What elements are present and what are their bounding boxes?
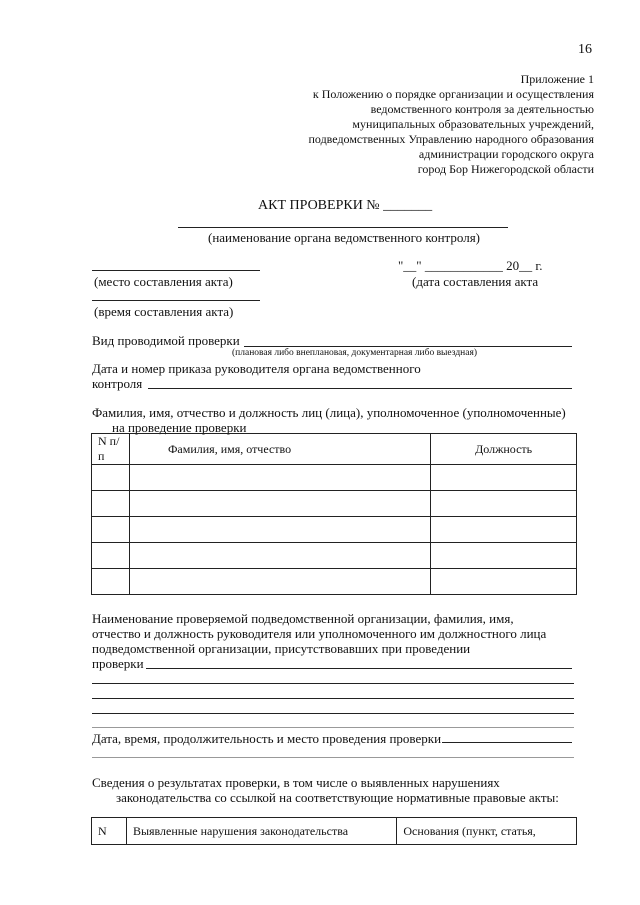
- document-title: АКТ ПРОВЕРКИ № _______: [258, 198, 433, 213]
- check-type-caption: (плановая либо внеплановая, документарная либо выездная): [232, 348, 478, 358]
- table-cell[interactable]: [92, 465, 130, 491]
- authorized-line: на проведение проверки: [112, 420, 247, 435]
- table-row: [92, 517, 577, 543]
- table-cell[interactable]: [129, 543, 430, 569]
- header-cell: Фамилия, имя, отчество: [129, 434, 430, 465]
- place-line: [92, 270, 260, 271]
- table-row: [92, 569, 577, 595]
- fill-line: [92, 683, 574, 684]
- table-cell[interactable]: [129, 491, 430, 517]
- table-cell[interactable]: [92, 491, 130, 517]
- table-cell[interactable]: [431, 465, 577, 491]
- table-cell[interactable]: [129, 569, 430, 595]
- appendix-line: к Положению о порядке организации и осуществления: [312, 87, 594, 101]
- violations-table: [91, 817, 577, 845]
- table-row: [92, 543, 577, 569]
- fill-line: [92, 757, 574, 758]
- table-cell[interactable]: [129, 465, 430, 491]
- order-line: контроля: [92, 376, 143, 391]
- fill-line: [92, 698, 574, 699]
- order-fill-line: [148, 388, 572, 389]
- table-cell[interactable]: [431, 569, 577, 595]
- check-type-line: [244, 346, 572, 347]
- header-cell: Основания (пункт, статья,: [397, 818, 577, 845]
- org-fill-line: [146, 668, 572, 669]
- check-type-label: Вид проводимой проверки: [92, 333, 240, 348]
- header-cell: Выявленные нарушения законодательства: [126, 818, 396, 845]
- authorized-line: Фамилия, имя, отчество и должность лиц (лица), уполномоченное (уполномоченные): [92, 405, 566, 420]
- table-cell[interactable]: [129, 517, 430, 543]
- date-caption: (дата составления акта: [412, 274, 539, 289]
- appendix-line: муниципальных образовательных учреждений,: [352, 117, 594, 131]
- appendix-line: город Бор Нижегородской области: [417, 162, 594, 176]
- results-line: законодательства со ссылкой на соответствующие нормативные правовые акты:: [116, 790, 559, 805]
- inspectors-table: [91, 433, 577, 595]
- appendix-line: ведомственного контроля за деятельностью: [370, 102, 594, 116]
- table-cell[interactable]: [92, 543, 130, 569]
- datetime-fill-line: [442, 742, 572, 743]
- org-line: отчество и должность руководителя или уполномоченного им должностного лица: [92, 626, 547, 641]
- organ-name-line: [178, 227, 508, 228]
- time-line: [92, 300, 260, 301]
- order-line: Дата и номер приказа руководителя органа ведомственного: [92, 361, 421, 376]
- date-template: "__" ____________ 20__ г.: [398, 258, 543, 273]
- fill-line: [92, 713, 574, 714]
- header-cell: N п/п: [92, 434, 130, 465]
- table-header-row: [92, 434, 577, 465]
- datetime-label: Дата, время, продолжительность и место проведения проверки: [92, 731, 442, 746]
- appendix-line: Приложение 1: [520, 72, 594, 86]
- appendix-block: [309, 72, 595, 177]
- page-number: 16: [578, 42, 592, 57]
- appendix-line: администрации городского округа: [418, 147, 594, 161]
- header-cell: N: [92, 818, 127, 845]
- org-line: Наименование проверяемой подведомственной организации, фамилия, имя,: [92, 611, 514, 626]
- table-row: [92, 465, 577, 491]
- place-caption: (место составления акта): [94, 274, 233, 289]
- organ-caption: (наименование органа ведомственного контроля): [208, 230, 481, 245]
- table-cell[interactable]: [431, 543, 577, 569]
- table-header-row: [92, 818, 577, 845]
- results-line: Сведения о результатах проверки, в том числе о выявленных нарушениях: [92, 775, 500, 790]
- org-line: подведомственной организации, присутствовавших при проведении: [92, 641, 471, 656]
- table-cell[interactable]: [92, 569, 130, 595]
- table-cell[interactable]: [92, 517, 130, 543]
- table-cell[interactable]: [431, 491, 577, 517]
- appendix-line: подведомственных Управлению народного образования: [308, 132, 594, 146]
- org-line: проверки: [92, 656, 144, 671]
- table-row: [92, 491, 577, 517]
- table-cell[interactable]: [431, 517, 577, 543]
- fill-line: [92, 727, 574, 728]
- header-cell: Должность: [431, 434, 577, 465]
- time-caption: (время составления акта): [94, 304, 234, 319]
